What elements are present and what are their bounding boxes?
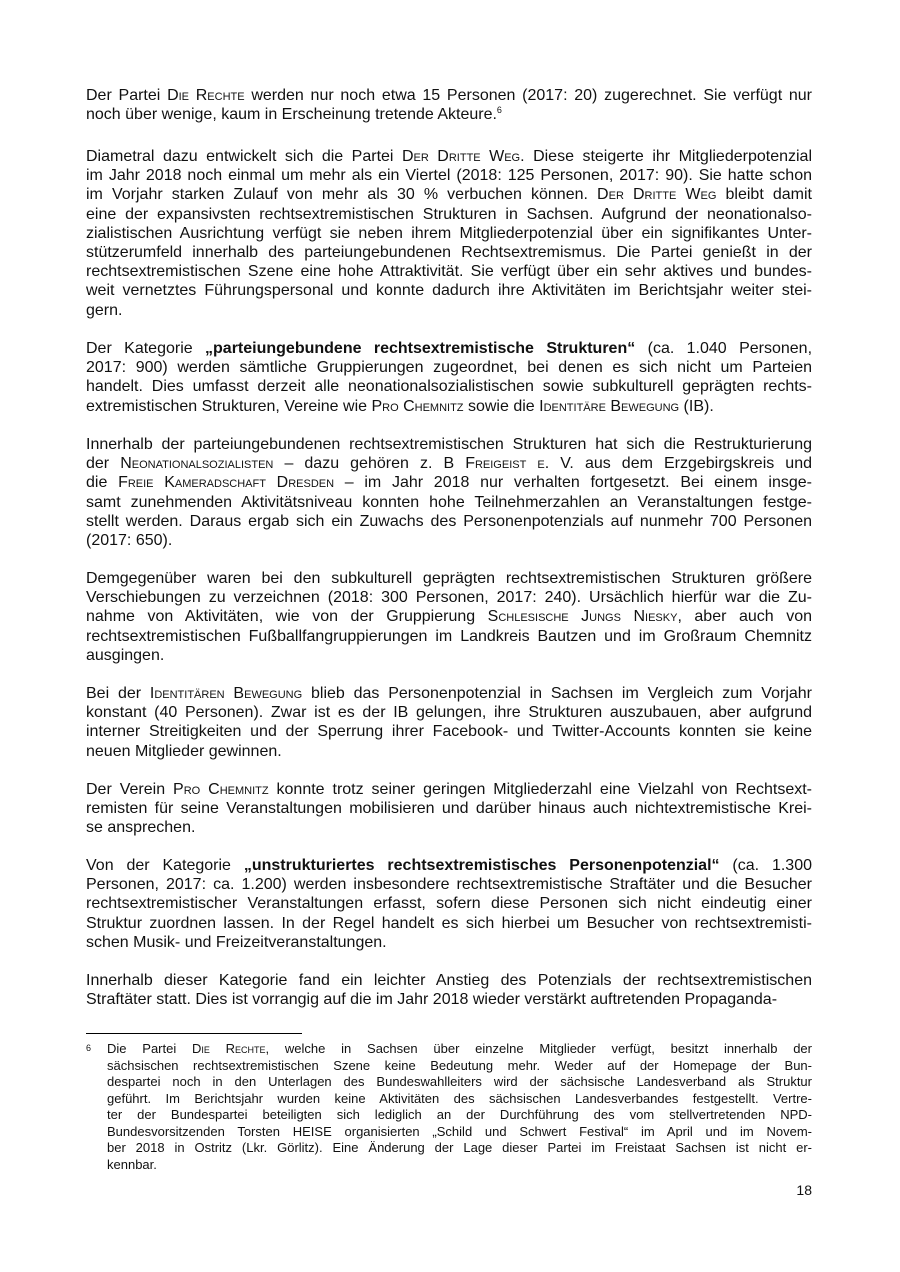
text-line [86,646,812,665]
text-line [107,1091,812,1108]
text-run: Der Verein [86,781,174,798]
text-run: rechtsextremistischer Veranstaltungen erfasst, sofern diese Personen sich nicht eindeutig einer [86,895,812,913]
text-run: sächsischen rechtsextremistischen Szene keine Bedeutung mehr. Weder auf der Homepage der Bun- [107,1057,812,1073]
text-line [86,397,812,416]
text-line [86,86,812,105]
text-line [86,780,812,799]
paragraph-parteiungebundene-strukturen [86,339,812,416]
text-line [86,377,812,396]
paragraph-subkulturelle-strukturen [86,569,812,665]
text-run: , welche in Sachsen über einzelne Mitglieder verfügt, besitzt innerhalb der [265,1041,812,1056]
text-run: remisten für seine Veranstaltungen mobilisieren und darüber hinaus auch nichtextremistische Krei- [86,800,812,818]
text-run: se ansprechen. [86,819,196,837]
text-run: ter der Bundespartei beteiligten sich lediglich an der Durchführung des vom stellvertretenden NPD- [107,1107,812,1122]
text-line [86,742,812,761]
text-run: werden nur noch etwa 15 Personen (2017: 20) zugerechnet. Sie verfügt nur [244,87,813,104]
text-run: sowie die [463,397,540,415]
text-run: , aber auch von [677,608,812,626]
text-run: Innerhalb dieser Kategorie fand ein leichter Anstieg des Potenzials der rechtsextremistischen [86,972,812,989]
text-run: . V. aus dem Erzgebirgskreis und [544,455,813,473]
paragraph-unstrukturiertes-personenpotenzial [86,856,812,952]
text-run: gern. [86,301,123,319]
text-run: blieb das Personenpotenzial in Sachsen im Vergleich zum Vorjahr [302,685,813,702]
text-line [107,1107,812,1124]
text-run: eine der expansivsten rechtsextremistischen Strukturen in Sachsen. Aufgrund der neonationalso- [86,205,812,223]
text-run: schen Musik- und Freizeitveranstaltungen. [86,933,387,951]
text-line [86,971,812,990]
category-term: „unstrukturiertes rechtsextremistisches Personenpotenzial“ [243,857,720,874]
organization-name: Freigeist e [465,455,545,473]
organization-name: Neonationalsozialisten [120,455,274,473]
text-line [86,818,812,837]
text-run: weit vernetztes Führungspersonal und konnte dadurch ihre Aktivitäten im Berichtsjahr weiter stei- [86,282,812,300]
text-run: Straftäter statt. Dies ist vorrangig auf die im Jahr 2018 wieder verstärkt auftretenden Propaganda- [86,991,778,1009]
text-run: samt zunehmenden Aktivitätsniveau konnten hohe Teilnehmerzahlen an Veranstaltungen festge- [86,493,812,511]
text-run: handelt. Dies umfasst derzeit alle neonationalsozialistischen sowie subkulturell geprägten rechts- [86,378,812,396]
text-line [86,473,812,492]
organization-name: Der Dritte Weg [597,186,717,204]
paragraph-identitaere-bewegung [86,684,812,761]
text-run: konstant (40 Personen). Zwar ist es der IB gelungen, ihre Strukturen auszubauen, aber aufgrund [86,704,812,722]
text-run: Der Partei [86,87,168,104]
paragraph-straftaeter [86,971,812,1009]
text-run: noch über wenige, kaum in Erscheinung tretende Akteure. [86,106,497,124]
organization-name: Die Rechte [192,1041,266,1056]
text-run: Demgegenüber waren bei den subkulturell geprägten rechtsextremistischen Strukturen größere [86,570,812,587]
text-line [107,1140,812,1157]
paragraph-die-rechte [86,86,812,124]
text-run: Die Partei [107,1041,192,1056]
organization-name: Pro Chemnitz [371,397,464,415]
text-run: Innerhalb der parteiungebundenen rechtsextremistischen Strukturen hat sich die Restrukturierung [86,436,812,453]
text-run: rechtsextremistischen Fußballfangruppierungen im Landkreis Bautzen und im Großraum Chemnitz [86,627,812,645]
text-run: (2017: 650). [86,531,173,549]
paragraph-neonationalsozialisten [86,435,812,550]
text-run: – dazu gehören z. B [273,455,466,473]
paragraph-der-dritte-weg [86,147,812,320]
text-run: neuen Mitglieder gewinnen. [86,742,282,760]
text-line [86,703,812,722]
text-run: bleibt damit [716,186,813,204]
text-line [107,1058,812,1075]
text-run: Struktur zuordnen lassen. In der Regel handelt es sich hierbei um Besucher von rechtsextremisti- [86,914,812,932]
text-line [86,894,812,913]
page-number: 18 [796,1182,812,1198]
text-line [86,512,812,531]
organization-name: Identitäre Bewegung [539,397,680,415]
text-run: Personen, 2017: ca. 1.200) werden insbesondere rechtsextremistische Straftäter und die Besucher [86,876,812,894]
text-run: zialistischen Ausrichtung verfügt sie neben ihrem Mitgliederpotenzial über ein signifikantes Unter- [86,224,812,242]
text-line [86,684,812,703]
text-line [86,933,812,952]
text-line [107,1074,812,1091]
text-run: rechtsextremistischen Szene eine hohe Attraktivität. Sie verfügt über ein sehr aktives und bundes- [86,263,812,281]
text-line [86,224,812,243]
text-line [86,281,812,300]
organization-name: Schlesische Jungs Niesky [487,608,678,626]
text-run: ausgingen. [86,646,165,664]
text-line [86,531,812,550]
text-line [86,243,812,262]
text-line [86,205,812,224]
text-run: despartei noch in den Unterlagen des Bundeswahlleiters wird der sächsische Landesverband als Struktur [107,1074,812,1089]
text-line [86,588,812,607]
text-run: im Vorjahr starken Zulauf von mehr als 30 % verbuchen können. [86,186,598,204]
text-run: kennbar. [107,1156,157,1172]
text-run: die [86,474,119,492]
text-run: – im Jahr 2018 nur verhalten fortgesetzt. Bei einem insge- [334,474,813,492]
organization-name: Pro Chemnitz [173,781,269,798]
text-run: nahme von Aktivitäten, wie von der Gruppierung [86,608,488,626]
text-line [86,339,812,358]
text-run: konnte trotz seiner geringen Mitgliederzahl eine Vielzahl von Rechtsext- [268,781,812,798]
text-line [86,856,812,875]
text-run: geführt. Im Berichtsjahr wurden keine Aktivitäten des sächsischen Landesverbandes festgestellt. Vertre- [107,1090,812,1106]
text-run: Bundesvorsitzenden Torsten HEISE organisierten „Schild und Schwert Festival“ im April und im Novem- [107,1123,812,1139]
text-line [86,185,812,204]
text-line [86,262,812,281]
footnote-text [107,1041,812,1173]
text-line [86,493,812,512]
footnote-number: 6 [86,1043,92,1053]
text-line [86,569,812,588]
text-run: Verschiebungen zu verzeichnen (2018: 300 Personen, 2017: 240). Ursächlich hierfür war die Zu- [86,589,812,607]
text-run: Diametral dazu entwickelt sich die Partei [86,148,402,165]
text-line [107,1157,812,1174]
text-run: Bei der [86,685,150,702]
footnote-reference: 6 [496,105,502,116]
organization-name: Der Dritte Weg [401,148,521,165]
text-run: Der Kategorie [86,340,206,357]
text-run: ber 2018 in Ostritz (Lkr. Görlitz). Eine Änderung der Lage dieser Partei im Freistaat Sachsen ist nicht er- [107,1140,812,1155]
text-line [86,105,812,124]
text-line [86,301,812,320]
text-run: im Jahr 2018 noch einmal um mehr als ein Viertel (2018: 125 Personen, 2017: 90). Sie hatte schon [86,167,812,185]
text-line [86,990,812,1009]
text-run: der [86,455,121,473]
text-run: Von der Kategorie [86,857,244,874]
text-run: interner Streitigkeiten und der Sperrung ihrer Facebook- und Twitter-Accounts konnten sie keine [86,723,812,741]
text-line [86,914,812,933]
text-line [86,875,812,894]
text-run: (ca. 1.300 [719,857,812,874]
text-line [86,166,812,185]
text-line [86,627,812,646]
text-line [86,799,812,818]
category-term: „parteiungebundene rechtsextremistische Strukturen“ [205,340,636,357]
text-line [86,435,812,454]
text-run: extremistischen Strukturen, Vereine wie [86,397,372,415]
text-run: (IB). [679,397,714,415]
text-run: (ca. 1.040 Personen, [635,340,813,357]
text-run: stützerumfeld innerhalb des parteiungebundenen Rechtsextremismus. Die Partei genießt in der [86,243,812,261]
organization-name: Identitären Bewegung [149,685,303,702]
paragraph-pro-chemnitz [86,780,812,838]
text-run: 2017: 900) werden sämtliche Gruppierungen zugeordnet, bei denen es sich nicht um Parteien [86,359,812,377]
footnote-separator [86,1033,302,1034]
text-run: . Diese steigerte ihr Mitgliederpotenzial [520,148,812,165]
text-line [86,454,812,473]
text-line [86,607,812,626]
organization-name: Freie Kameradschaft Dresden [118,474,335,492]
text-line [86,358,812,377]
organization-name: Die Rechte [167,87,245,104]
text-line [86,147,812,166]
text-line [107,1124,812,1141]
text-run: stellt werden. Daraus ergab sich ein Zuwachs des Personenpotenzials auf nunmehr 700 Personen [86,512,812,530]
text-line [107,1041,812,1058]
text-line [86,722,812,741]
